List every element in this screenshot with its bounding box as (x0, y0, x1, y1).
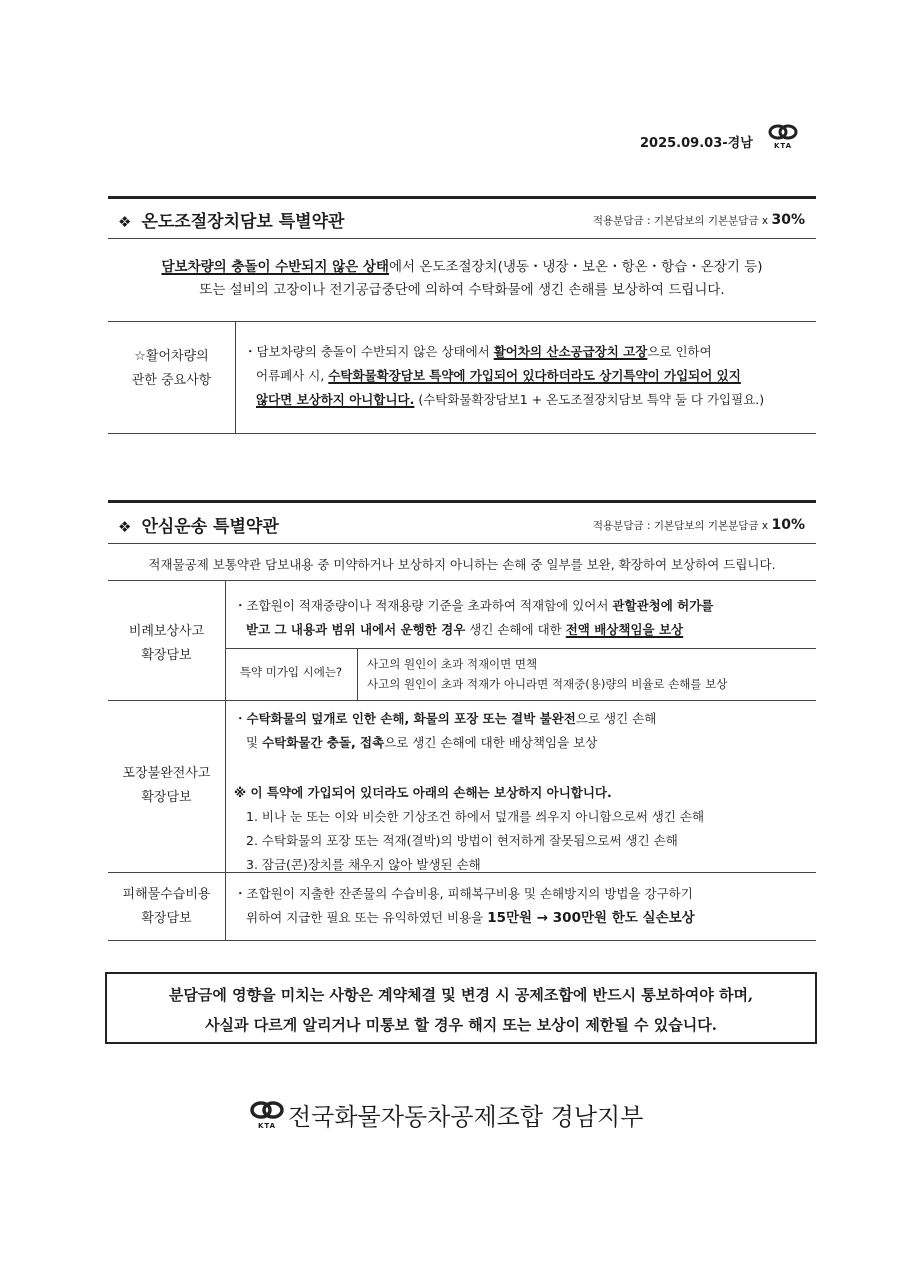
row1-bottom-rule (108, 700, 816, 701)
row2-item-1: 1. 비나 눈 또는 이와 비슷한 기상조건 하에서 덮개를 씌우지 아니함으로써 생긴 손해 (246, 809, 705, 824)
row2-text-1a: ・ (234, 711, 247, 726)
footer-kta-logo-text: KTA (257, 1122, 277, 1130)
section1-rate-value: 30% (771, 212, 805, 228)
row2-label (108, 762, 225, 810)
section1-title-text: 온도조절장치담보 특별약관 (141, 212, 345, 232)
row1-text-1a: ・조합원이 적재중량이나 적재용량 기준을 초과하여 적재함에 있어서 (234, 598, 613, 613)
section1-row-text-3a: 않다면 보상하지 아니합니다. (256, 392, 415, 407)
section1-row-content (244, 340, 814, 412)
kta-logo (768, 124, 798, 150)
row3-label-line2: 확장담보 (141, 911, 192, 926)
section2-rate-label: 적용분담금 : 기본담보의 기본분담금 x (592, 520, 769, 532)
section2-title-text: 안심운송 특별약관 (141, 517, 279, 537)
row1-text-2u: 전액 배상책임을 보상 (565, 622, 684, 637)
row3-text-2b: 15만원 → 300만원 한도 실손보상 (487, 910, 695, 926)
section1-top-rule (108, 196, 816, 199)
section1-column-divider (235, 321, 236, 433)
row1-label (108, 620, 225, 668)
section2-top-rule (108, 500, 816, 503)
section1-row-text-1c: 으로 인하여 (647, 344, 712, 359)
section2-column-divider (225, 580, 226, 940)
row3-text-2a: 위하여 지급한 필요 또는 유익하였던 비용을 (246, 910, 488, 925)
section2-title-rule (108, 543, 816, 544)
section1-intro-emphasis: 담보차량의 충돌이 수반되지 않은 상태 (161, 259, 389, 275)
row3-label-line1: 피해물수습비용 (122, 887, 211, 902)
section1-row-label-line1: ☆활어차량의 (134, 349, 209, 364)
section2-table-top-rule (108, 580, 816, 581)
section1-row-top-rule (108, 321, 816, 322)
section1-row-label (108, 345, 235, 393)
row2-text-2a: 및 (246, 735, 263, 750)
section1-row-text-2b: 수탁화물확장담보 특약에 가입되어 있다하더라도 상기특약이 가입되어 있지 (328, 368, 741, 383)
row2-label-line1: 포장불완전사고 (122, 766, 211, 781)
row2-bottom-rule (108, 872, 816, 873)
row1-sub-label: 특약 미가입 시에는? (239, 665, 343, 679)
row1-text-2b: 받고 그 내용과 범위 내에서 운행한 경우 (246, 622, 466, 637)
row2-text-2b: 수탁화물간 충돌, 접촉 (262, 735, 385, 750)
section1-bottom-rule (108, 433, 816, 434)
row1-sub-line1: 사고의 원인이 초과 적재이면 면책 (367, 657, 538, 671)
row1-sub-top-rule (225, 648, 816, 649)
row2-warning: ※ 이 특약에 가입되어 있더라도 아래의 손해는 보상하지 아니합니다. (234, 785, 612, 800)
row1-sub-line2: 사고의 원인이 초과 적재가 아니라면 적재중(용)량의 비율로 손해를 보상 (367, 677, 728, 691)
notice-box (105, 972, 817, 1044)
kta-logo-icon (250, 1101, 284, 1119)
section1-title-rule (108, 238, 816, 239)
row1-label-line2: 확장담보 (141, 648, 192, 663)
row3-label (108, 883, 225, 931)
row2-item-3: 3. 잠금(콘)장치를 채우지 않아 발생된 손해 (246, 857, 481, 872)
row2-item-2: 2. 수탁화물의 포장 또는 적재(결박)의 방법이 현저하게 잘못됨으로써 생긴 손해 (246, 833, 678, 848)
kta-logo-text: KTA (773, 142, 793, 150)
section1-row-text-1b: 활어차의 산소공급장치 고장 (493, 344, 648, 359)
row2-label-line2: 확장담보 (141, 790, 192, 805)
notice-line1: 분담금에 영향을 미치는 사항은 계약체결 및 변경 시 공제조합에 반드시 통보하여야 하며, (168, 986, 754, 1004)
diamond-bullet-icon: ❖ (118, 518, 132, 536)
row2-text-1b: 수탁화물의 덮개로 인한 손해, 화물의 포장 또는 결박 불완전 (246, 711, 576, 726)
section1-intro (108, 256, 816, 302)
section2-title (118, 512, 279, 537)
section1-row-label-line2: 관한 중요사항 (131, 373, 212, 388)
footer-kta-logo (250, 1099, 284, 1130)
row2-text-1c: 으로 생긴 손해 (575, 711, 657, 726)
row3-text-1: ・조합원이 지출한 잔존물의 수습비용, 피해복구비용 및 손해방지의 방법을 강구하기 (234, 886, 693, 901)
section1-rate-label: 적용분담금 : 기본담보의 기본분담금 x (592, 215, 769, 227)
section2-intro: 적재물공제 보통약관 담보내용 중 미약하거나 보상하지 아니하는 손해 중 일부를 보완, 확장하여 보상하여 드립니다. (148, 557, 776, 572)
row1-sub-content (367, 654, 812, 694)
section2-bottom-rule (108, 940, 816, 941)
section2-rate-value: 10% (771, 517, 805, 533)
section2-rate (540, 517, 805, 533)
row1-sub-divider (357, 648, 358, 700)
footer (250, 1097, 643, 1132)
section1-row-text-3b: (수탁화물확장담보1 + 온도조절장치담보 특약 둘 다 가입필요.) (414, 392, 765, 407)
section1-row-text-1a: ・담보차량의 충돌이 수반되지 않은 상태에서 (244, 344, 494, 359)
notice-line2: 사실과 다르게 알리거나 미통보 할 경우 해지 또는 보상이 제한될 수 있습니다. (205, 1016, 717, 1034)
row1-label-line1: 비례보상사고 (128, 624, 205, 639)
row1-content (234, 594, 814, 642)
section1-intro-line1: 에서 온도조절장치(냉동・냉장・보온・항온・항습・온장기 등) (388, 259, 763, 275)
section1-intro-line2: 또는 설비의 고장이나 전기공급중단에 의하여 수탁화물에 생긴 손해를 보상하여 드립니다. (199, 282, 725, 298)
document-date: 2025.09.03-경남 (640, 136, 753, 151)
row2-text-2c: 으로 생긴 손해에 대한 배상책임을 보상 (384, 735, 598, 750)
kta-logo-icon (768, 124, 798, 140)
row2-content (234, 707, 814, 877)
row3-content (234, 882, 814, 930)
section1-title (118, 207, 344, 232)
section1-row-text-2a: 어류폐사 시, (256, 368, 329, 383)
row1-text-2c: 생긴 손해에 대한 (465, 622, 566, 637)
section1-rate (540, 212, 805, 228)
footer-org-name: 전국화물자동차공제조합 경남지부 (288, 1103, 644, 1131)
diamond-bullet-icon: ❖ (118, 213, 132, 231)
row1-text-1b: 관할관청에 허가를 (612, 598, 714, 613)
